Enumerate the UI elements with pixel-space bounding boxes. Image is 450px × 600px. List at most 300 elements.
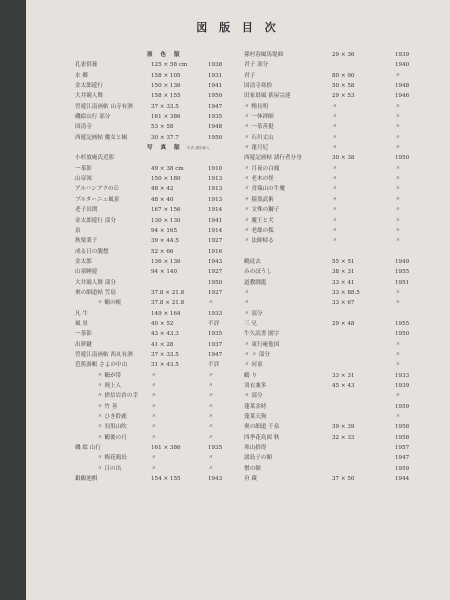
plate-entry — [244, 267, 412, 277]
plate-year: 1933 — [208, 310, 223, 317]
plate-size: 〃 — [151, 372, 157, 379]
plate-size: 〃 — [151, 414, 157, 421]
plate-title: 水 郷 — [75, 72, 88, 79]
plate-entry — [244, 360, 412, 370]
plate-year: 1941 — [208, 83, 223, 90]
plate-year: 1940 — [395, 62, 410, 69]
plate-size: 32 × 33 — [332, 434, 355, 441]
plate-entry — [244, 309, 412, 319]
plate-title: 風 景 — [75, 320, 88, 327]
plate-title: 一茶影 — [75, 165, 92, 172]
right-column — [244, 50, 412, 484]
plate-year: 1950 — [208, 93, 223, 100]
plate-title: 君子 部分 — [244, 62, 269, 69]
plate-title: 君子 — [244, 72, 256, 79]
plate-entry — [244, 278, 412, 288]
plate-year: 1913 — [208, 196, 223, 203]
plate-year: 〃 — [395, 300, 401, 307]
plate-entry — [75, 433, 243, 443]
plate-title: 〃 一休禅師 — [244, 114, 274, 121]
plate-year: 1950 — [208, 134, 223, 141]
plate-title: 金太郎 — [75, 258, 92, 265]
plate-size: 〃 — [332, 186, 338, 193]
plate-entry — [244, 298, 412, 308]
plate-size: 37.8 × 21.8 — [151, 300, 185, 307]
plate-entry — [244, 143, 412, 153]
plate-year: 〃 — [208, 372, 214, 379]
plate-size: 43 × 43.3 — [151, 331, 179, 338]
plate-size: 52 × 66 — [151, 248, 174, 255]
plate-title: 〃 岡上人 — [97, 383, 122, 389]
plate-title: 〃 竹 善 — [97, 403, 118, 410]
plate-year: 1946 — [395, 93, 410, 100]
plate-entry — [75, 422, 243, 432]
plate-year: 〃 — [208, 414, 214, 421]
plate-size: 〃 — [332, 114, 338, 121]
plate-year: 1935 — [208, 114, 223, 121]
plate-size: 136 × 136 — [151, 258, 181, 265]
plate-year: 〃 — [395, 124, 401, 131]
plate-year: 1937 — [208, 341, 223, 348]
plate-entry — [244, 257, 412, 267]
plate-title: 凡 牛 — [75, 310, 88, 317]
plate-size: 37 × 50 — [332, 476, 355, 483]
plate-size: 161 × 386 — [151, 114, 181, 121]
plate-title: 〃 羽黒山吹 — [97, 424, 127, 431]
plate-entry — [244, 102, 412, 112]
plate-year: 〃 — [395, 289, 401, 296]
plate-year: 〃 — [395, 227, 401, 234]
plate-title: ブルターニュ風景 — [75, 196, 120, 203]
plate-title: 羽衣兼多 — [244, 383, 267, 389]
plate-size: 〃 — [151, 465, 157, 472]
plate-entry — [244, 371, 412, 381]
plate-year: 1933 — [395, 372, 410, 379]
plate-entry — [244, 60, 412, 70]
plate-year: 1948 — [208, 124, 223, 131]
plate-entry — [244, 381, 412, 391]
plate-year: 〃 — [395, 72, 401, 79]
plate-title: 奥の細道 千泉 — [244, 424, 280, 431]
plate-size: 161 × 386 — [151, 445, 181, 452]
plate-entry — [244, 443, 412, 453]
plate-entry — [75, 236, 243, 246]
plate-entry — [75, 216, 243, 226]
plate-year: 1951 — [395, 279, 410, 286]
plate-title: 金太郎遊行 部分 — [75, 217, 116, 224]
plate-entry — [75, 453, 243, 463]
plate-year: 〃 — [208, 403, 214, 410]
plate-title: 孔雀供養 — [75, 62, 98, 69]
plate-title: 牛久読書 園字 — [244, 331, 280, 338]
plate-year: 〃 — [395, 114, 401, 121]
plate-entry — [75, 288, 243, 298]
plate-year: 〃 — [395, 176, 401, 183]
plate-entry — [75, 340, 243, 350]
plate-year: 〃 — [395, 207, 401, 214]
plate-title: 〃 鴨長明 — [244, 103, 269, 110]
plate-year: 〃 — [395, 165, 401, 172]
plate-entry — [244, 412, 412, 422]
plate-year: 1959 — [395, 403, 410, 410]
plate-year: 〃 — [395, 217, 401, 224]
plate-size: 37.8 × 21.8 — [151, 289, 185, 296]
plate-title: 〃 鶴が帯 — [97, 372, 122, 379]
plate-title: アルハンブラの丘 — [75, 186, 120, 193]
plate-title: 寒山拾得 — [244, 445, 267, 452]
plate-size: 125 × 58 cm — [151, 62, 188, 69]
plate-year: 1949 — [395, 258, 410, 265]
plate-entry — [244, 153, 412, 163]
plate-title: 磯絵山行 部分 — [75, 114, 111, 121]
plate-title: 泉 — [75, 227, 81, 234]
plate-size: 31 × 43.5 — [151, 362, 179, 369]
plate-entry — [244, 422, 412, 432]
plate-year: 〃 — [395, 186, 401, 193]
plate-year: 1939 — [395, 52, 410, 58]
plate-size: 33 × 67 — [332, 300, 355, 307]
plate-year: 1931 — [208, 72, 223, 79]
plate-year: 〃 — [395, 362, 401, 369]
plate-size: 39 × 44.5 — [151, 238, 179, 245]
plate-title: 〃 老木の怪 — [244, 176, 274, 183]
plate-title: 〃 老絲の狐 — [244, 227, 274, 234]
plate-entry — [244, 122, 412, 132]
plate-entry — [244, 350, 412, 360]
plate-title: 三 兄 — [244, 320, 257, 327]
plate-year: 1927 — [208, 269, 223, 276]
plate-size: 37 × 33.5 — [151, 351, 179, 358]
plate-title: 〃 〃 部分 — [244, 351, 270, 358]
plate-title: 〃 鶴後の月 — [97, 434, 127, 441]
plate-entry — [244, 164, 412, 174]
plate-title: 蓬莱金時 — [244, 403, 267, 410]
plate-year: 1955 — [395, 269, 410, 276]
plate-size: 154 × 155 — [151, 476, 181, 483]
plate-title: 西遊記画帖 魔女と蝎 — [75, 134, 128, 141]
plate-size: 〃 — [332, 145, 338, 152]
plate-year: 1943 — [208, 258, 223, 265]
plate-size: 48 × 40 — [151, 196, 174, 203]
plate-year: 1916 — [208, 248, 223, 255]
plate-title: 〃 日の出 — [97, 465, 122, 472]
plate-year: 〃 — [395, 393, 401, 400]
plate-size: 30 × 37.7 — [151, 134, 179, 141]
plate-size: 38 × 31 — [332, 269, 355, 276]
plate-size: 39 × 39 — [332, 424, 355, 431]
plate-entry — [75, 319, 243, 329]
plate-year: 〃 — [395, 134, 401, 141]
plate-year: 〃 — [395, 351, 401, 358]
plate-year: 1943 — [208, 476, 223, 483]
plate-entry — [75, 402, 243, 412]
left-column — [75, 50, 243, 484]
plate-title: 諸島子の額 — [244, 455, 272, 462]
plate-size: 〃 — [151, 424, 157, 431]
plate-entry — [75, 247, 243, 257]
plate-entry — [75, 257, 243, 267]
plate-year: 〃 — [395, 414, 401, 421]
plate-title: 舟 蔵 — [244, 476, 257, 483]
plate-entry — [244, 216, 412, 226]
plate-title: 大井競人舞 — [75, 93, 103, 100]
plate-title: 曽遊江南画帖 西丸有酒 — [75, 351, 133, 358]
plate-year: 〃 — [395, 238, 401, 245]
plate-entry — [244, 205, 412, 215]
plate-entry — [244, 91, 412, 101]
plate-title: 山帝図 — [75, 176, 92, 183]
plate-size: 45 × 43 — [332, 383, 355, 389]
plate-size: 〃 — [332, 196, 338, 203]
plate-entry — [75, 195, 243, 205]
plate-title: 〃 鶴の帳 — [97, 300, 122, 307]
plate-entry — [75, 112, 243, 122]
plate-size: 33 × 41 — [332, 279, 355, 286]
section-column-note: 年次 歳年齢入 — [187, 146, 210, 151]
plate-size: 158 × 105 — [151, 72, 181, 79]
plate-entry — [244, 112, 412, 122]
plate-size: 〃 — [332, 238, 338, 245]
plate-entry — [244, 391, 412, 401]
plate-title: 一茶影 — [75, 331, 92, 338]
plate-size: 150 × 180 — [151, 176, 181, 183]
plate-year: 1941 — [208, 217, 223, 224]
plate-size: 〃 — [332, 217, 338, 224]
plate-size: 〃 — [332, 124, 338, 131]
plate-size: 29 × 36 — [332, 52, 355, 58]
plate-title: 大井競人舞 部分 — [75, 279, 116, 286]
plate-entry — [75, 464, 243, 474]
plate-size: 29 × 53 — [332, 93, 355, 100]
plate-size: 130 × 130 — [151, 217, 181, 224]
plate-year: 1939 — [395, 383, 410, 389]
plate-year: 〃 — [208, 424, 214, 431]
plate-year: 1914 — [208, 227, 223, 234]
plate-size: 29 × 48 — [332, 320, 355, 327]
plate-title: 国清寺寒拾 — [244, 83, 272, 90]
plate-size: 41 × 28 — [151, 341, 174, 348]
plate-entry — [75, 153, 243, 163]
plate-title: 芭蕉游帳 さよの中山 — [75, 362, 128, 369]
plate-title: 〃 梅花鶏鳥 — [97, 455, 127, 462]
plate-title: 〃 捨信岩倉の幸 — [97, 393, 138, 400]
plate-year: 1950 — [395, 155, 410, 162]
plate-size: 37 × 33.5 — [151, 103, 179, 110]
plate-title: 道教闘龍 — [244, 279, 267, 286]
plate-year: 1910 — [208, 165, 223, 172]
plate-year: 1927 — [208, 289, 223, 296]
plate-entry — [244, 402, 412, 412]
plate-title: 四季花鳥図 秋 — [244, 434, 280, 441]
plate-year: 1913 — [208, 186, 223, 193]
section-label: 原 色 版 — [147, 52, 183, 58]
plate-title: 〃 石川丈山 — [244, 134, 274, 141]
plate-title: 山童睡遊 — [75, 269, 98, 276]
plate-size: 149 × 164 — [151, 310, 181, 317]
plate-year: 1938 — [208, 62, 223, 69]
plate-title: 銀鶴池棋 — [75, 476, 98, 483]
plate-year: 1948 — [395, 83, 410, 90]
plate-size: 167 × 156 — [151, 207, 181, 214]
plate-year: 〃 — [208, 393, 214, 400]
plate-year: 〃 — [395, 196, 401, 203]
plate-year: 1957 — [395, 445, 410, 452]
plate-size: 55 × 51 — [332, 258, 355, 265]
plate-entry — [75, 329, 243, 339]
plate-title: 〃 法師帰る — [244, 238, 274, 245]
plate-entry — [75, 443, 243, 453]
plate-entry — [75, 474, 243, 484]
plate-size: 50 × 58 — [332, 83, 355, 90]
plate-title: 〃 — [244, 289, 250, 296]
section-heading — [75, 50, 243, 60]
plate-entry — [244, 133, 412, 143]
plate-size: 150 × 136 — [151, 83, 181, 90]
plate-year: 1950 — [395, 331, 410, 338]
plate-entry — [75, 174, 243, 184]
plate-entry — [75, 412, 243, 422]
plate-entry — [75, 381, 243, 391]
plate-entry — [75, 164, 243, 174]
plate-entry — [244, 81, 412, 91]
plate-year: 1959 — [395, 465, 410, 472]
plate-size: 33 × 31 — [332, 372, 355, 379]
plate-entry — [75, 371, 243, 381]
plate-year: 1958 — [395, 424, 410, 431]
plate-title: 蓬莱天狗 — [244, 414, 267, 421]
plate-entry — [75, 309, 243, 319]
plate-size: 〃 — [332, 134, 338, 141]
plate-size: 〃 — [332, 165, 338, 172]
plate-title: 〃 魔王と犬 — [244, 217, 274, 224]
plate-title: 〃 ひき鈴鹿 — [97, 414, 127, 421]
plate-entry — [244, 236, 412, 246]
plate-entry — [75, 350, 243, 360]
plate-year: 〃 — [208, 465, 214, 472]
plate-year: 〃 — [395, 341, 401, 348]
plate-size: 〃 — [151, 434, 157, 441]
plate-year: 1947 — [208, 351, 223, 358]
plate-title: 孫村春風馬堤曲 — [244, 52, 284, 58]
plate-title: 〃 — [244, 300, 250, 307]
plate-year: 1950 — [208, 279, 223, 286]
plate-year: 1958 — [395, 434, 410, 441]
plate-title: 〃 部分 — [244, 393, 263, 400]
plate-year: 不詳 — [208, 320, 220, 327]
plate-year: 不詳 — [208, 362, 220, 369]
plate-entry — [75, 267, 243, 277]
plate-entry — [244, 433, 412, 443]
plate-entry — [244, 453, 412, 463]
section-heading — [75, 143, 243, 153]
plate-entry — [244, 329, 412, 339]
plate-size: 〃 — [332, 176, 338, 183]
plate-entry — [244, 174, 412, 184]
plate-size: 〃 — [151, 455, 157, 462]
plate-entry — [244, 319, 412, 329]
plate-title: 僧の額 — [244, 465, 261, 472]
plate-title: 曽遊江南画帖 山寺有酒 — [75, 103, 133, 110]
plate-size: 94 × 165 — [151, 227, 178, 234]
plate-title: 〃 東行庵他国 — [244, 341, 280, 348]
plate-year: 〃 — [395, 103, 401, 110]
plate-entry — [75, 122, 243, 132]
plate-size: 94 × 140 — [151, 269, 178, 276]
plate-entry — [244, 50, 412, 60]
plate-entry — [244, 340, 412, 350]
plate-title: 出夢鍵 — [75, 341, 92, 348]
plate-size: 30 × 38 — [332, 155, 355, 162]
plate-title: 国清寺 — [75, 124, 92, 131]
plate-year: 〃 — [208, 300, 214, 307]
plate-entry — [75, 133, 243, 143]
plate-entry — [244, 474, 412, 484]
plate-size: 158 × 155 — [151, 93, 181, 100]
plate-entry — [244, 226, 412, 236]
plate-year: 1935 — [208, 445, 223, 452]
plate-title: 成る日の腹想 — [75, 248, 109, 255]
plate-title: 西遊記画帖 諸行者分身 — [244, 155, 302, 162]
plate-size: 〃 — [151, 393, 157, 400]
plate-year: 1927 — [208, 238, 223, 245]
plate-size: 33 × 88.5 — [332, 289, 360, 296]
plate-title: 〃 文殊の獅子 — [244, 207, 280, 214]
plate-entry — [244, 247, 412, 257]
plate-title: 〃 部分 — [244, 310, 263, 317]
plate-entry — [75, 226, 243, 236]
plate-entry — [75, 81, 243, 91]
plate-title: 鶴 り — [244, 372, 257, 379]
plate-year: 1913 — [208, 176, 223, 183]
plate-year: 1935 — [208, 331, 223, 338]
plate-year: 〃 — [208, 383, 214, 389]
plate-size: 〃 — [151, 383, 157, 389]
plate-entry — [75, 298, 243, 308]
plate-entry — [75, 184, 243, 194]
plate-size: 80 × 90 — [332, 72, 355, 79]
plate-entry — [244, 184, 412, 194]
plate-title: 〃 月夜の白鳳 — [244, 165, 280, 172]
page-title: 図 版 目 次 — [196, 21, 280, 34]
plate-size: 49 × 38 cm — [151, 165, 184, 172]
plate-entry — [244, 288, 412, 298]
plate-title: 奥の細道帖 笠島 — [75, 289, 116, 296]
plate-size: 40 × 52 — [151, 320, 174, 327]
plate-year: 1947 — [208, 103, 223, 110]
plate-title: みのぼうし — [244, 269, 272, 276]
plate-entry — [244, 464, 412, 474]
plate-size: 〃 — [332, 103, 338, 110]
plate-year: 1947 — [395, 455, 410, 462]
plate-size: 〃 — [332, 207, 338, 214]
plate-entry — [75, 205, 243, 215]
plate-size: 〃 — [151, 403, 157, 410]
plate-size: 48 × 42 — [151, 186, 174, 193]
plate-entry — [75, 278, 243, 288]
plate-year: 1955 — [395, 320, 410, 327]
plate-entry — [75, 91, 243, 101]
plate-entry — [244, 195, 412, 205]
catalog-page — [26, 0, 450, 600]
plate-title: 小杉放庵氏近影 — [75, 155, 115, 162]
plate-entry — [75, 60, 243, 70]
plate-title: 鶴徒去 — [244, 258, 261, 265]
section-label: 写 真 版 — [147, 145, 183, 152]
plate-title: 〃 蓬月尼 — [244, 145, 269, 152]
plate-title: 〃 河童 — [244, 362, 263, 369]
plate-entry — [75, 102, 243, 112]
plate-entry — [75, 71, 243, 81]
